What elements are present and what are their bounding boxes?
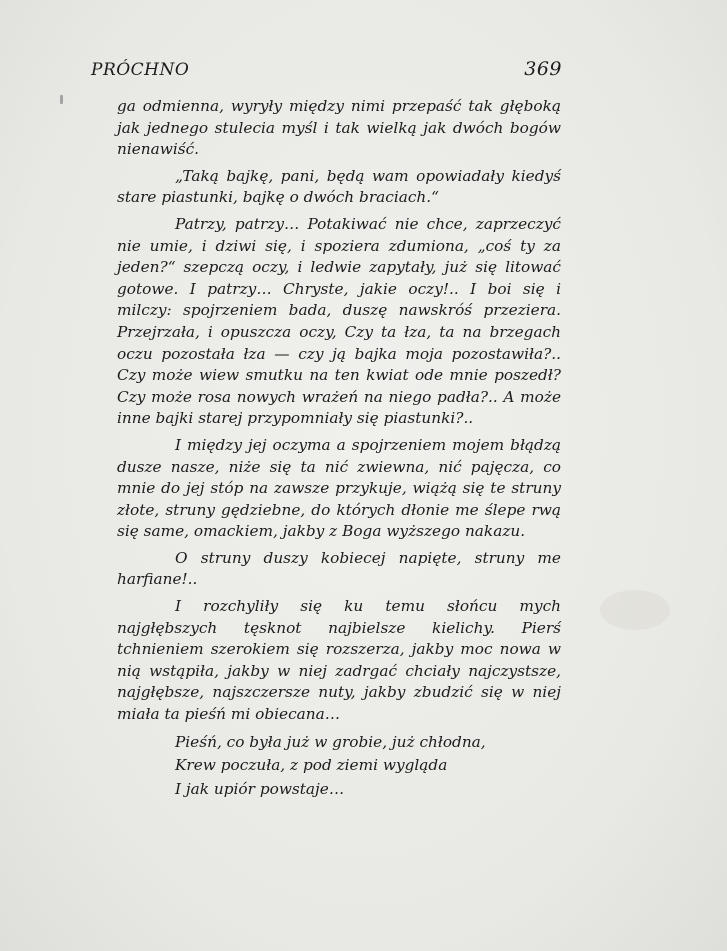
poem-line: Pieśń, co była już w grobie, już chłodna, xyxy=(175,732,486,751)
paragraph: I między jej oczyma a spojrzeniem mojem błądzą dusze nasze, niże się ta nić zwiewna, nić pajęcza, co mnie do jej stóp na zawsze przykuje, wiążą się te struny złote, struny gędziebne, do których dłonie me ślepe rwą się same, omackiem, jakby z Boga wyższego nakazu. xyxy=(117,435,561,541)
page-body xyxy=(117,96,561,801)
poem-line: I jak upiór powstaje… xyxy=(175,779,345,798)
running-title: PRÓCHNO xyxy=(91,60,190,80)
paragraph: O struny duszy kobiecej napięte, struny me harfiane!.. xyxy=(117,548,561,589)
paragraph: „Taką bajkę, pani, będą wam opowiadały kiedyś stare piastunki, bajkę o dwóch braciach.“ xyxy=(117,166,561,207)
poem-line: Krew poczuła, z pod ziemi wygląda xyxy=(175,756,448,775)
paragraph: Patrzy, patrzy… Potakiwać nie chce, zaprzeczyć nie umie, i dziwi się, i spoziera zdumiona, „coś ty za jeden?“ szepczą oczy, i ledwie zapytały, już się litować gotowe. I patrzy… Chryste, jakie oczy!.. I boi się i milczy: spojrzeniem bada, duszę nawskróś przeziera. Przejrzała, i opuszcza oczy, Czy ta łza, ta na brzegach oczu pozostała łza — czy ją bajka moja pozostawiła?.. Czy może wiew smutku na ten kwiat ode mnie poszedł? Czy może rosa nowych wrażeń na niego padła?.. A może inne bajki starej przypomniały się piastunki?.. xyxy=(117,214,561,428)
running-header xyxy=(91,58,562,80)
paper-stain xyxy=(60,95,63,104)
paragraph: I rozchyliły się ku temu słońcu mych najgłębszych tęsknot najbielsze kielichy. Pierś tchnieniem szerokiem się rozszerza, jakby moc nowa w nią wstąpiła, jakby w niej zadrgać chciały najczystsze, najgłębsze, najszczersze nuty, jakby zbudzić się w niej miała ta pieśń mi obiecana… xyxy=(117,597,561,724)
poem-quote xyxy=(117,731,561,802)
paper-stain xyxy=(600,590,670,630)
paragraph: ga odmienna, wyryły między nimi przepaść tak głęboką jak jednego stulecia myśl i tak wielką jak dwóch bogów nienawiść. xyxy=(117,97,561,159)
page-number: 369 xyxy=(524,58,562,80)
